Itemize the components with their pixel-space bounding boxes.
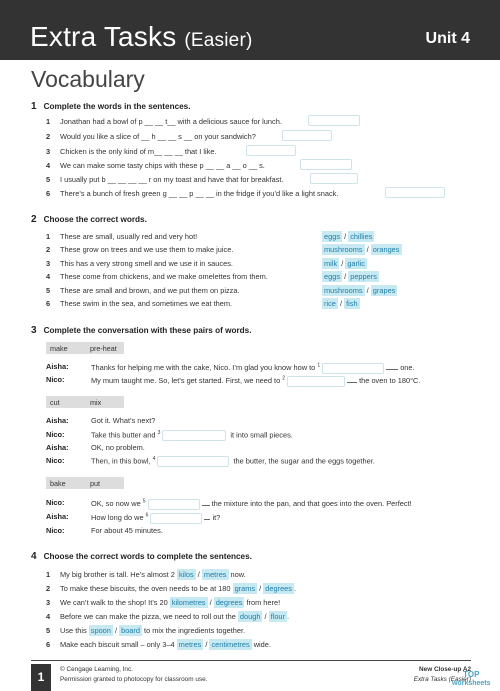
word-choice[interactable]: degrees [265,584,292,593]
page-number: 1 [31,664,51,691]
list-item: 2 To make these biscuits, the oven needs to be at 180 grams / degrees . [46,584,297,593]
answer-box[interactable] [162,430,226,441]
dialogue-line: OK, so now we $^5$ the mixture into the pan, and that goes into the oven. Perfect! [91,498,412,508]
dialogue-line: OK, no problem. [91,443,145,452]
copyright-text: © Cengage Learning, Inc. [60,666,133,673]
word-choice[interactable]: mushrooms / oranges [324,245,400,254]
dialogue-line: Got it. What’s next? [91,416,156,425]
list-item: 4 We can make some tasty chips with these p __ __ a __ o __ s. [46,161,265,170]
list-item: 1 My big brother is tall. He’s almost 2 kilos / metres now. [46,570,246,579]
answer-box[interactable] [150,513,202,524]
list-item: 4 Before we can make the pizza, we need to roll out the dough / flour . [46,612,290,621]
word-choice[interactable]: kilos [178,570,194,579]
word-choice[interactable]: kilometres [171,598,206,607]
word-choice[interactable]: board [121,626,140,635]
speaker-label: Aisha: [46,362,69,371]
permission-text: Permission granted to photocopy for classroom use. [60,676,208,683]
speaker-label: Nico: [46,375,65,384]
list-item: 6 Make each biscuit small – only 3–4 metres / centimetres wide. [46,640,271,649]
word-choice[interactable]: eggs / peppers [324,272,377,281]
exercise-1-instruction: 1 Complete the words in the sentences. [31,101,191,112]
section-heading: Vocabulary [31,66,145,92]
word-pair-box: make pre-heat [46,342,124,354]
book-subtitle: Extra Tasks (Easier) [413,676,471,683]
list-item: 5 I usually put b __ __ __ __ r on my toast and have that for breakfast. [46,175,284,184]
dialogue-line: Then, in this bowl, $^4$ the butter, the sugar and the eggs together. [91,456,375,466]
list-item: 6 There’s a bunch of fresh green g __ __ p __ __ in the fridge if you’d like a light snack. [46,189,339,198]
list-item: 4 These come from chickens, and we make omelettes from them. [46,272,268,281]
list-item: 5 Use this spoon / board to mix the ingredients together. [46,626,246,635]
answer-box[interactable] [246,145,296,156]
answer-box[interactable] [308,115,360,126]
list-item: 3 Chicken is the only kind of m__ __ __ that I like. [46,147,217,156]
word-choice[interactable]: eggs / chillies [324,232,373,241]
list-item: 3 We can’t walk to the shop! It’s 20 kilometres / degrees from here! [46,598,281,607]
dialogue-line: For about 45 minutes. [91,526,163,535]
speaker-label: Aisha: [46,443,69,452]
exercise-2-instruction: 2 Choose the correct words. [31,214,147,225]
exercise-3-instruction: 3 Complete the conversation with these pairs of words. [31,325,252,336]
footer-divider [31,660,471,661]
word-choice[interactable]: milk / garlic [324,259,365,268]
speaker-label: Nico: [46,526,65,535]
word-choice[interactable]: dough [239,612,261,621]
word-choice[interactable]: grams [234,584,256,593]
speaker-label: Nico: [46,456,65,465]
list-item: 5 These are small and brown, and we put them on pizza. [46,286,240,295]
word-choice[interactable]: degrees [215,598,243,607]
page-header [0,0,500,60]
answer-box[interactable] [310,173,358,184]
answer-box[interactable] [300,159,352,170]
word-choice[interactable]: spoon [90,626,111,635]
speaker-label: Nico: [46,498,65,507]
dialogue-line: How long do we $^6$ it? [91,512,221,522]
answer-box[interactable] [282,130,332,141]
answer-box[interactable] [322,363,384,374]
list-item: 3 This has a very strong smell and we use it in sauces. [46,259,233,268]
unit-label: Unit 4 [425,30,470,47]
speaker-label: Aisha: [46,512,69,521]
word-choice[interactable]: metres [178,640,202,649]
speaker-label: Nico: [46,430,65,439]
list-item: 2 Would you like a slice of __ h __ __ s __ on your sandwich? [46,132,256,141]
word-choice[interactable]: metres [203,570,227,579]
word-choice[interactable]: flour [270,612,286,621]
dialogue-line: Take this butter and $^3$ it into small pieces. [91,430,293,440]
answer-box[interactable] [148,499,200,510]
book-title: New Close-up A2 [419,666,471,673]
word-choice[interactable]: rice / fish [324,299,358,308]
speaker-label: Aisha: [46,416,69,425]
word-pair-box: cut mix [46,396,124,408]
page-title: Extra Tasks (Easier) [30,21,253,52]
list-item: 1 Jonathan had a bowl of p __ __ t__ with a delicious sauce for lunch. [46,117,282,126]
answer-box[interactable] [287,376,345,387]
list-item: 2 These grow on trees and we use them to make juice. [46,245,234,254]
word-pair-box: bake put [46,477,124,489]
watermark-logo: TOP worksheets [452,670,491,687]
list-item: 1 These are small, usually red and very hot! [46,232,198,241]
answer-box[interactable] [157,456,229,467]
dialogue-line: My mum taught me. So, let’s get started. First, we need to $^2$ the oven to 180°C. [91,375,421,385]
dialogue-line: Thanks for helping me with the cake, Nico. I’m glad you know how to $^1$ one. [91,362,415,372]
word-choice[interactable]: mushrooms / grapes [324,286,396,295]
exercise-4-instruction: 4 Choose the correct words to complete the sentences. [31,551,252,562]
word-choice[interactable]: centimetres [211,640,250,649]
list-item: 6 These swim in the sea, and sometimes we eat them. [46,299,233,308]
answer-box[interactable] [385,187,445,198]
